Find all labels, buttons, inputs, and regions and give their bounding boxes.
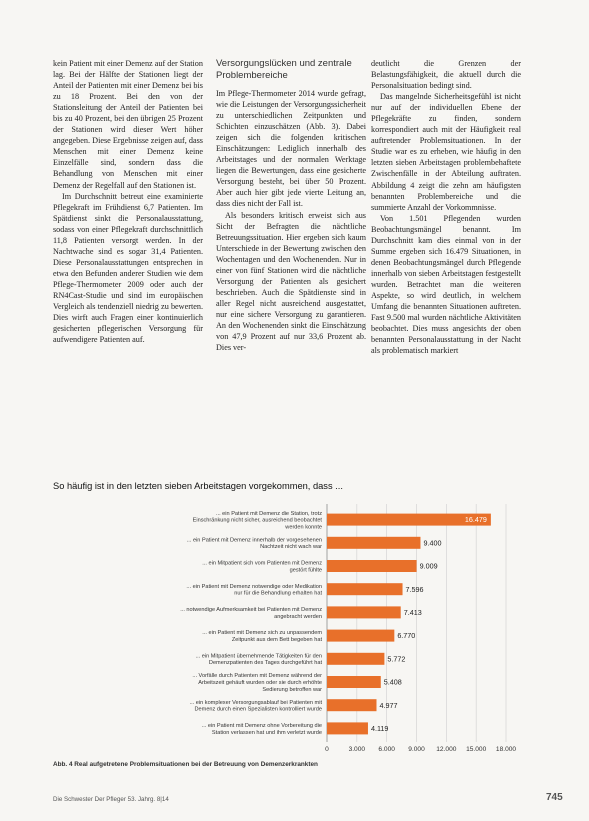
bar bbox=[327, 699, 376, 711]
data-label: 9.009 bbox=[419, 561, 438, 571]
figure-caption: Abb. 4 Real aufgetretene Problemsituationen bei der Betreuung von Demenzerkrankten bbox=[53, 761, 318, 768]
data-label: 16.479 bbox=[464, 515, 487, 525]
paragraph: kein Patient mit einer Demenz auf der Station lag. Bei der Hälfte der Stationen liegt der Anteil der Patienten mit einer Demenz bei bis zu 18 Prozent. Bei den von der Stationsleitung der Anteil der Patienten bei bis zu 40 Prozent, bei den übrigen 25 Prozent der Stationen wird dieser Wert höher angegeben. Diese Ergebnisse zeigen auf, dass Menschen mit einer Demenz keine Einzelfälle sind, sondern dass die Behandlung von Menschen mit einer Demenz der Regelfall auf den Stationen ist. bbox=[53, 59, 203, 190]
bar bbox=[327, 653, 384, 665]
bar bbox=[327, 630, 394, 642]
category-label: ... ein Patient mit Demenz die Station, trotz Einschränkung nicht sicher, ausreichend beobachtet werden konnte bbox=[192, 510, 322, 531]
bar bbox=[327, 722, 368, 734]
bar bbox=[327, 560, 417, 572]
x-tick-label: 18.000 bbox=[495, 746, 517, 753]
bar bbox=[327, 537, 420, 549]
data-label: 5.772 bbox=[387, 654, 406, 664]
category-label: ... ein komplexer Versorgungsablauf bei Patienten mit Demenz durch einen Spezialisten kontrolliert wurde bbox=[189, 699, 322, 713]
data-label: 7.413 bbox=[403, 608, 422, 617]
paragraph: deutlicht die Grenzen der Belastungsfähigkeit, die aktuell durch die Personalsituation bedingt sind. bbox=[371, 59, 521, 91]
bar bbox=[327, 606, 401, 618]
chart-title: So häufig ist in den letzten sieben Arbeitstagen vorgekommen, dass ... bbox=[53, 481, 343, 491]
category-label: ... ein Patient mit Demenz ohne Vorbereitung die Station verlassen hat und ihm verletzt wurde bbox=[201, 723, 322, 736]
data-label: 7.596 bbox=[405, 584, 424, 594]
category-label: ... ein Patient mit Demenz innerhalb der vorgesehenen Nachtzeit nicht wach war bbox=[186, 537, 322, 551]
paragraph: Als besonders kritisch erweist sich aus Sicht der Befragten die nächtliche Betreuungssituation. Hier ergeben sich kaum Unterschiede in der Bewertung zwischen den Wochentagen und den Wochenenden. Nur in einer von fünf Stationen wird die nächtliche Versorgung der Patienten als gesichert beschrieben. Auch die Spätdienste sind in aller Regel nicht ausreichend ausgestattet, nur eine sichere Versorgung zu garantieren. An den Wochenenden sinkt die Einschätzung von 47,9 Prozent auf nur 33,6 Prozent ab. Dies ver- bbox=[216, 210, 366, 353]
paragraph: Im Pflege-Thermometer 2014 wurde gefragt, wie die Leistungen der Versorgungssicherheit zu unterschiedlichen Zeitpunkten und Schichten einzuschätzen (Abb. 3). Dabei zeigen sich die folgenden kritischen Einschätzungen: Lediglich innerhalb des Arbeitstages und der normalen Werktage liegen die Bewertungen, dass eine gesicherte Versorgung besteht, bei über 50 Prozent. Aber auch hier gibt jede vierte Leitung an, dass dies nicht der Fall ist. bbox=[216, 89, 366, 209]
journal-footer: Die Schwester Der Pfleger 53. Jahrg. 8|14 bbox=[53, 796, 169, 803]
x-tick-label: 3.000 bbox=[348, 746, 366, 753]
paragraph: Das mangelnde Sicherheitsgefühl ist nicht nur auf der individuellen Ebene der Pflegekräfte zu finden, sondern korrespondiert auch mit der Häufigkeit real auftretender Problemsituationen. In der Studie war es zu erheben, wie häufig in den letzten sieben Arbeitstagen problembehaftete Zwischenfälle in der Abteilung auftraten. Abbildung 4 zeigt die zehn am häufigsten benannten Problembereiche und die summierte Anzahl der Vorkommnisse. bbox=[371, 92, 521, 212]
data-label: 6.770 bbox=[397, 631, 416, 641]
category-label: ... ein Patient mit Demenz sich zu unpassendem Zeitpunkt aus dem Bett begeben hat bbox=[202, 630, 322, 643]
category-label: ... notwendige Aufmerksamkeit bei Patienten mit Demenz angebracht werden bbox=[180, 607, 322, 620]
category-label: ... ein Mitpatient sich vom Patienten mit Demenz gestört fühlte bbox=[202, 560, 322, 574]
x-tick-label: 15.000 bbox=[466, 746, 487, 753]
section-heading: Versorgungslücken und zentrale Problembereiche bbox=[216, 58, 352, 81]
category-label: ... ein Mitpatient übernehmende Tätigkeiten für den Demenzpatienten des Tages durchgeführt hat bbox=[195, 653, 322, 667]
x-tick-label: 9.000 bbox=[408, 746, 425, 753]
data-label: 4.977 bbox=[379, 700, 398, 710]
x-tick-label: 0 bbox=[325, 746, 329, 753]
data-label: 5.408 bbox=[383, 677, 402, 687]
data-label: 4.119 bbox=[370, 724, 389, 733]
x-tick-label: 12.000 bbox=[436, 746, 457, 753]
bar bbox=[327, 676, 381, 688]
data-label: 9.400 bbox=[423, 538, 442, 548]
category-label: ... Vorfälle durch Patienten mit Demenz während der Arbeitszeit gehäuft wurden oder sie durch erhöhte Sedierung betroffen war bbox=[192, 673, 322, 693]
page-number: 745 bbox=[546, 792, 563, 803]
paragraph: Im Durchschnitt betreut eine examinierte Pflegekraft im Frühdienst 6,7 Patienten. Im Spätdienst sinkt die Personalausstattung, sodass von einer Pflegekraft durchschnittlich 11,8 Patienten versorgt werden. In der Nachtwache sind es sogar 31,4 Patienten. Diese Personalausstattungen entsprechen in etwa den Befunden anderer Studien wie dem Pflege-Thermometer 2009 oder auch der RN4Cast-Studie und sind im europäischen Vergleich als tendenziell niedrig zu bewerten. Dies wirft auch Fragen einer kontinuierlich gesicherten pflegerischen Versorgung für aufwendigere Patienten auf. bbox=[53, 191, 203, 345]
bar bbox=[327, 583, 403, 595]
x-tick-label: 6.000 bbox=[378, 746, 395, 753]
category-label: ... ein Patient mit Demenz notwendige oder Medikation nur für die Behandlung erhalten hat bbox=[186, 583, 322, 597]
paragraph: Von 1.501 Pflegenden wurden Beobachtungsmängel benannt. Im Durchschnitt kam dies einmal von in der Summe ergeben sich 16.479 Situationen, in denen Beobachtungsmängel durch Pflegende innerhalb von sieben Arbeitstagen festgestellt wurden. Betrachtet man die weiteren Aspekte, so wird deutlich, in welchem Umfang die benannten Situationen auftreten. Fast 9.500 mal wurden nächtliche Aktivitäten beobachtet. Dies muss angesichts der oben benannten Personalausstattung in der Nacht als problematisch markiert bbox=[371, 213, 521, 356]
